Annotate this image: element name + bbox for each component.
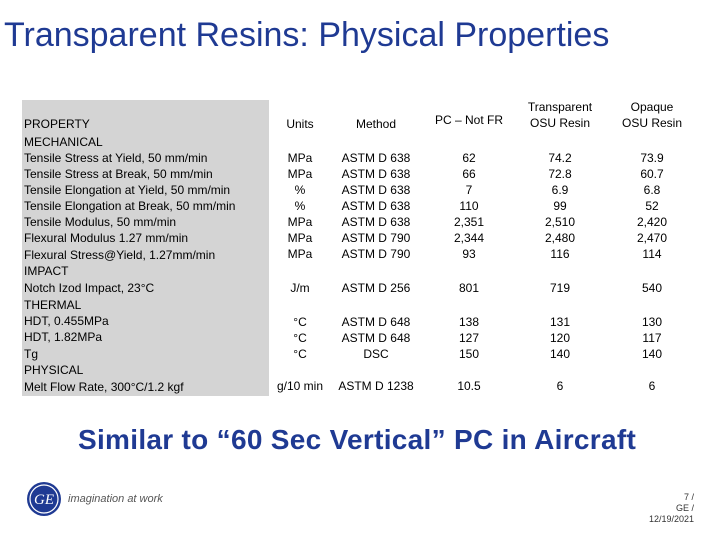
property-label: Flexural Modulus 1.27 mm/min: [24, 231, 189, 245]
property-label: Tensile Stress at Yield, 50 mm/min: [24, 151, 208, 165]
header-pc: PC – Not FR: [434, 113, 503, 127]
units-cell: MPa: [287, 167, 313, 181]
pc-cell: 138: [458, 315, 480, 329]
mechanical-transparent-column: [518, 150, 602, 262]
opaque-cell: 117: [642, 331, 662, 345]
method-cell: ASTM D 638: [341, 183, 411, 197]
method-cell: DSC: [363, 347, 389, 361]
pc-cell: 7: [465, 183, 473, 197]
impact-method: ASTM D 256: [341, 281, 411, 295]
transparent-cell: 6.9: [551, 183, 569, 197]
transparent-cell: 72.8: [548, 167, 572, 181]
thermal-opaque-column: [610, 314, 694, 362]
property-label: Flexural Stress@Yield, 1.27mm/min: [24, 248, 216, 262]
property-label: Tensile Elongation at Yield, 50 mm/min: [24, 183, 231, 197]
pc-cell: 93: [462, 247, 476, 261]
header-opaque-line2: OSU Resin: [621, 116, 683, 130]
mechanical-pc-column: [428, 150, 510, 262]
ge-logo-icon: [26, 481, 62, 517]
pc-cell: 2,351: [453, 215, 485, 229]
opaque-cell: 114: [642, 247, 662, 261]
units-cell: %: [294, 183, 306, 197]
method-cell: ASTM D 790: [341, 247, 411, 261]
transparent-cell: 74.2: [548, 151, 572, 165]
physical-units: g/10 min: [276, 379, 324, 393]
header-opaque: [610, 99, 694, 131]
method-cell: ASTM D 638: [341, 215, 411, 229]
physical-opaque: 6: [648, 379, 656, 393]
property-label: Tensile Elongation at Break, 50 mm/min: [24, 199, 236, 213]
svg-text:GE: GE: [34, 492, 54, 508]
units-cell: MPa: [287, 231, 313, 245]
impact-units: J/m: [290, 281, 310, 295]
transparent-cell: 2,510: [544, 215, 576, 229]
property-label: Tensile Stress at Break, 50 mm/min: [24, 167, 213, 181]
opaque-cell: 52: [645, 199, 659, 213]
property-header: PROPERTY: [24, 117, 90, 131]
pc-cell: 150: [458, 347, 480, 361]
transparent-cell: 140: [549, 347, 571, 361]
units-cell: °C: [293, 347, 307, 361]
physical-pc: 10.5: [457, 379, 481, 393]
method-cell: ASTM D 790: [341, 231, 411, 245]
impact-opaque: 540: [641, 281, 663, 295]
property-label: Notch Izod Impact, 23°C: [24, 281, 155, 295]
physical-method: ASTM D 1238: [338, 379, 414, 393]
physical-transparent: 6: [556, 379, 564, 393]
transparent-cell: 120: [549, 331, 571, 345]
units-cell: °C: [293, 315, 307, 329]
section-mechanical: MECHANICAL: [24, 135, 103, 149]
tagline: Similar to “60 Sec Vertical” PC in Aircraft: [78, 424, 637, 455]
opaque-cell: 73.9: [640, 151, 664, 165]
method-cell: ASTM D 648: [341, 331, 411, 345]
header-transparent-line2: OSU Resin: [529, 116, 591, 130]
units-cell: MPa: [287, 215, 313, 229]
section-thermal: THERMAL: [24, 298, 82, 312]
impact-pc: 801: [458, 281, 480, 295]
units-cell: MPa: [287, 151, 313, 165]
opaque-cell: 140: [641, 347, 663, 361]
property-label: Tg: [24, 347, 39, 361]
units-cell: °C: [293, 331, 307, 345]
property-label: HDT, 0.455MPa: [24, 314, 109, 328]
section-impact: IMPACT: [24, 264, 69, 278]
pc-cell: 127: [458, 331, 480, 345]
footer-page: 7 /: [683, 492, 694, 502]
mechanical-units-column: [270, 150, 330, 262]
section-physical: PHYSICAL: [24, 363, 84, 377]
opaque-cell: 2,470: [636, 231, 668, 245]
header-transparent: [518, 99, 602, 131]
transparent-cell: 2,480: [544, 231, 576, 245]
logo-tagline: imagination at work: [68, 493, 163, 505]
transparent-cell: 99: [553, 199, 567, 213]
pc-cell: 110: [459, 199, 479, 213]
pc-cell: 2,344: [453, 231, 485, 245]
header-transparent-line1: Transparent: [527, 100, 593, 114]
opaque-cell: 60.7: [640, 167, 664, 181]
method-cell: ASTM D 648: [341, 315, 411, 329]
method-cell: ASTM D 638: [341, 167, 411, 181]
opaque-cell: 130: [641, 315, 663, 329]
transparent-cell: 116: [550, 247, 570, 261]
header-opaque-line1: Opaque: [630, 100, 674, 114]
pc-cell: 62: [462, 151, 476, 165]
thermal-transparent-column: [518, 314, 602, 362]
units-cell: MPa: [287, 247, 313, 261]
pc-cell: 66: [462, 167, 476, 181]
method-cell: ASTM D 638: [341, 199, 411, 213]
impact-transparent: 719: [549, 281, 571, 295]
mechanical-method-column: [330, 150, 422, 262]
method-cell: ASTM D 638: [341, 151, 411, 165]
footer-company: GE /: [675, 503, 694, 513]
units-cell: %: [294, 199, 306, 213]
header-units: Units: [286, 117, 314, 131]
footer: [649, 492, 694, 525]
footer-date: 12/19/2021: [648, 514, 694, 524]
transparent-cell: 131: [549, 315, 571, 329]
header-method: Method: [355, 117, 397, 131]
property-label: HDT, 1.82MPa: [24, 330, 103, 344]
property-label: Tensile Modulus, 50 mm/min: [24, 215, 177, 229]
thermal-method-column: [330, 314, 422, 362]
thermal-units-column: [270, 314, 330, 362]
thermal-pc-column: [428, 314, 510, 362]
opaque-cell: 2,420: [636, 215, 668, 229]
property-label: Melt Flow Rate, 300°C/1.2 kgf: [24, 380, 184, 394]
opaque-cell: 6.8: [643, 183, 661, 197]
mechanical-opaque-column: [610, 150, 694, 262]
page-title: Transparent Resins: Physical Properties: [4, 16, 610, 54]
